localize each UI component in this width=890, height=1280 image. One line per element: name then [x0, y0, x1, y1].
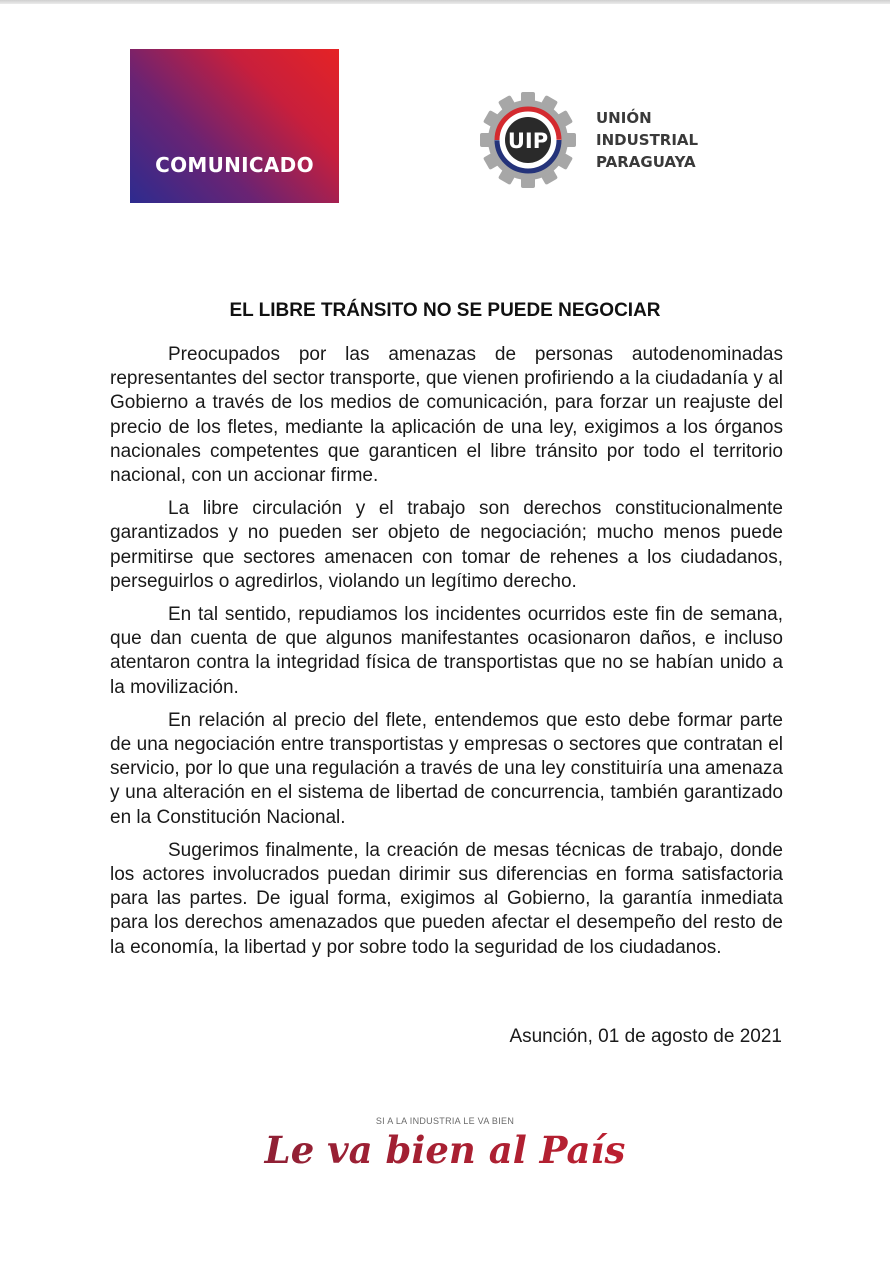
paragraph-3: En tal sentido, repudiamos los incidentes ocurridos este fin de semana, que dan cuenta de que algunos manifestantes ocasionaron daños, e incluso atentaron contra la integridad física de transportistas que no se habían unido a la movilización. [110, 604, 783, 698]
footer-tagline [0, 1116, 890, 1126]
org-name-line-2: INDUSTRIAL [596, 131, 699, 149]
organization-name [596, 107, 698, 173]
document-title: EL LIBRE TRÁNSITO NO SE PUEDE NEGOCIAR [229, 300, 661, 321]
statement-body [110, 343, 783, 969]
org-name-line-3: PARAGUAYA [596, 153, 696, 171]
logo-text: UIP [507, 129, 549, 153]
footer-tagline-text: SI A LA INDUSTRIA LE VA BIEN [375, 1116, 515, 1126]
document-date: Asunción, 01 de agosto de 2021 [509, 1026, 782, 1047]
badge-label: COMUNICADO [155, 153, 314, 177]
page-top-border [0, 0, 890, 4]
uip-gear-logo-icon [476, 88, 580, 192]
comunicado-badge [130, 49, 339, 203]
paragraph-5: Sugerimos finalmente, la creación de mesas técnicas de trabajo, donde los actores involucrados puedan dirimir sus diferencias en forma satisfactoria para las partes. De igual forma, exigimos al Gobierno, la garantía inmediata para los derechos amenazados que pueden afectar el desempeño del resto de la economía, la libertad y por sobre todo la seguridad de los ciudadanos. [110, 839, 783, 958]
paragraph-4: En relación al precio del flete, entendemos que esto debe formar parte de una negociación entre transportistas y empresas o sectores que contratan el servicio, por lo que una regulación a través de una ley constituiría una amenaza y una alteración en el sistema de libertad de concurrencia, también garantizado en la Constitución Nacional. [110, 709, 783, 828]
org-name-line-1: UNIÓN [596, 109, 652, 127]
footer-slogan: Le va bien al País [0, 1128, 890, 1172]
paragraph-2: La libre circulación y el trabajo son derechos constitucionalmente garantizados y no pueden ser objeto de negociación; mucho menos puede permitirse que sectores amenacen con tomar de rehenes a los ciudadanos, perseguirlos o agredirlos, violando un legítimo derecho. [110, 498, 783, 592]
paragraph-1: Preocupados por las amenazas de personas autodenominadas representantes del sector transporte, que vienen profiriendo a la ciudadanía y al Gobierno a través de los medios de comunicación, para forzar un reajuste del precio de los fletes, mediante la aplicación de una ley, exigimos a los órganos nacionales competentes que garanticen el libre tránsito por todo el territorio nacional, con un accionar firme. [110, 344, 783, 487]
